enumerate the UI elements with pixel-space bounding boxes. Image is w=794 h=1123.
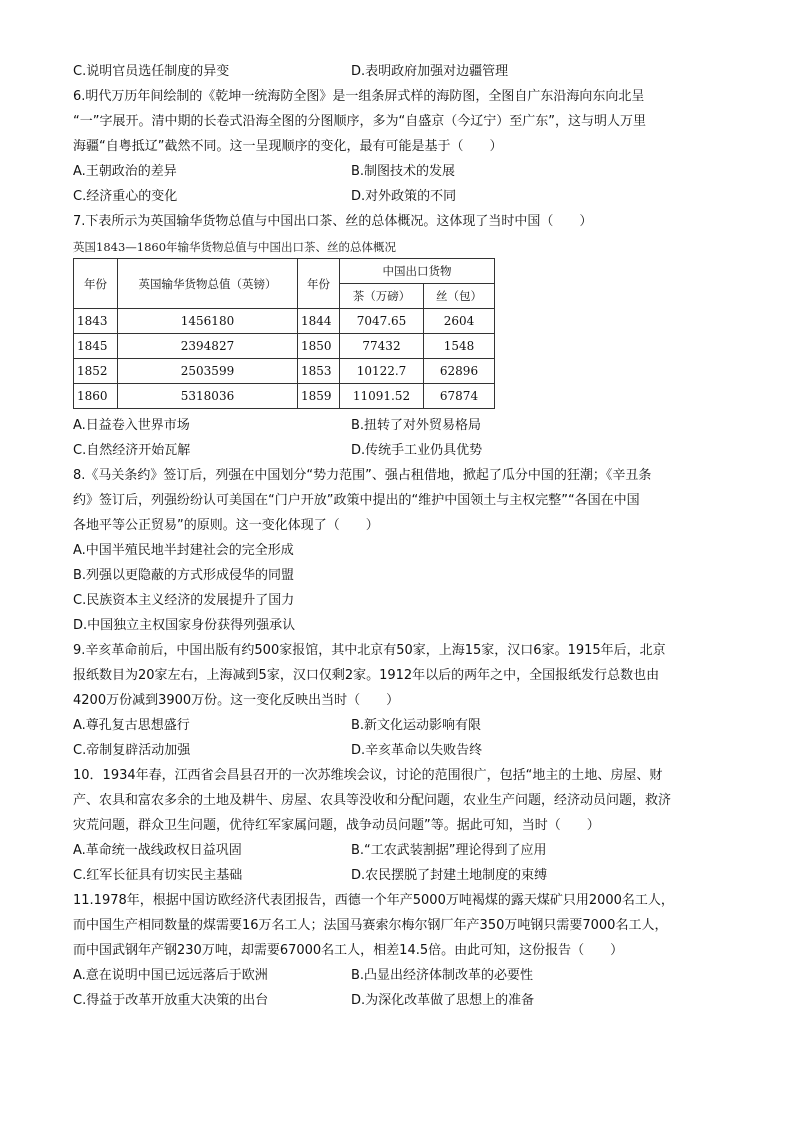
q5-options-row-2 <box>73 62 723 82</box>
table-row <box>74 309 495 334</box>
q6-option-c[interactable]: C.经济重心的变化 <box>73 189 178 204</box>
header-tea: 茶（万磅） <box>340 284 424 309</box>
cell-silk: 67874 <box>424 384 495 409</box>
q11-option-d[interactable]: D.为深化改革做了思想上的准备 <box>351 993 535 1008</box>
q8-stem-line-2: 约》签订后，列强纷纷认可美国在“门户开放”政策中提出的“维护中国领土与主权完整”“各国在中国 <box>73 493 640 508</box>
cell-value: 2394827 <box>118 334 298 359</box>
q11-option-b[interactable]: B.凸显出经济体制改革的必要性 <box>351 968 534 983</box>
q8-option-b[interactable]: B.列强以更隐蔽的方式形成侵华的同盟 <box>73 568 295 583</box>
q6-option-b[interactable]: B.制图技术的发展 <box>351 164 456 179</box>
q11-options-row-2 <box>73 991 723 1011</box>
q7-options-row-2 <box>73 441 723 461</box>
q5-option-d[interactable]: D.表明政府加强对边疆管理 <box>351 64 509 79</box>
cell-year: 1843 <box>74 309 118 334</box>
cell-year: 1860 <box>74 384 118 409</box>
q7-option-b[interactable]: B.扭转了对外贸易格局 <box>351 418 482 433</box>
cell-tea: 7047.65 <box>340 309 424 334</box>
q9-option-b[interactable]: B.新文化运动影响有限 <box>351 718 482 733</box>
q9-option-a[interactable]: A.尊孔复古思想盛行 <box>73 718 190 733</box>
q6-option-a[interactable]: A.王朝政治的差异 <box>73 164 177 179</box>
cell-silk: 1548 <box>424 334 495 359</box>
q10-option-a[interactable]: A.革命统一战线政权日益巩固 <box>73 843 242 858</box>
q9-stem-line-2: 报纸数目为20家左右，上海减到5家，汉口仅剩2家。1912年以后的两年之中，全国报纸发行总数也由 <box>73 668 660 683</box>
q7-stem: 7.下表所示为英国输华货物总值与中国出口茶、丝的总体概况。这体现了当时中国（ ） <box>73 214 593 229</box>
cell-value: 2503599 <box>118 359 298 384</box>
header-china-export: 中国出口货物 <box>340 259 495 284</box>
cell-silk: 2604 <box>424 309 495 334</box>
q6-options-row-2 <box>73 187 723 207</box>
q10-options-row-2 <box>73 866 723 886</box>
table-row <box>74 334 495 359</box>
q7-option-d[interactable]: D.传统手工业仍具优势 <box>351 443 483 458</box>
q10-option-d[interactable]: D.农民摆脱了封建土地制度的束缚 <box>351 868 548 883</box>
cell-year-2: 1859 <box>298 384 340 409</box>
cell-year-2: 1853 <box>298 359 340 384</box>
q6-option-d[interactable]: D.对外政策的不同 <box>351 189 457 204</box>
cell-year-2: 1844 <box>298 309 340 334</box>
q8-option-d[interactable]: D.中国独立主权国家身份获得列强承认 <box>73 618 296 633</box>
q10-option-b[interactable]: B.“工农武装割据”理论得到了应用 <box>351 843 547 858</box>
table-header-row-1 <box>74 259 495 284</box>
q7-option-a[interactable]: A.日益卷入世界市场 <box>73 418 190 433</box>
cell-value: 5318036 <box>118 384 298 409</box>
q9-options-row-2 <box>73 741 723 761</box>
cell-tea: 77432 <box>340 334 424 359</box>
cell-year: 1845 <box>74 334 118 359</box>
cell-year-2: 1850 <box>298 334 340 359</box>
q6-stem-line-2: “一”字展开。清中期的长卷式沿海全图的分图顺序，多为“自盛京（今辽宁）至广东”，这与明人万里 <box>73 114 646 129</box>
q9-stem-line-3: 4200万份减到3900万份。这一变化反映出当时（ ） <box>73 693 400 708</box>
q11-option-c[interactable]: C.得益于改革开放重大决策的出台 <box>73 993 269 1008</box>
q10-options-row-1 <box>73 841 723 861</box>
cell-tea: 10122.7 <box>340 359 424 384</box>
q11-option-a[interactable]: A.意在说明中国已远远落后于欧洲 <box>73 968 268 983</box>
q8-stem-line-1: 8.《马关条约》签订后，列强在中国划分“势力范围”、强占租借地，掀起了瓜分中国的狂潮；《辛丑条 <box>73 468 652 483</box>
cell-value: 1456180 <box>118 309 298 334</box>
cell-year: 1852 <box>74 359 118 384</box>
q9-option-c[interactable]: C.帝制复辟活动加强 <box>73 743 191 758</box>
q6-stem-line-3: 海疆“自粤抵辽”截然不同。这一呈现顺序的变化，最有可能是基于（ ） <box>73 139 503 154</box>
q5-option-c[interactable]: C.说明官员选任制度的异变 <box>73 64 230 79</box>
q11-stem-line-2: 而中国生产相同数量的煤需要16万名工人；法国马赛索尔梅尔钢厂年产350万吨钢只需要7000名工人， <box>73 918 668 933</box>
q7-table-caption: 英国1843—1860年输华货物总值与中国出口茶、丝的总体概况 <box>73 240 397 254</box>
header-silk: 丝（包） <box>424 284 495 309</box>
table-row <box>74 359 495 384</box>
q6-stem-line-1: 6.明代万历年间绘制的《乾坤一统海防全图》是一组条屏式样的海防图，全图自广东沿海向东向北呈 <box>73 89 645 104</box>
q10-stem-line-3: 灾荒问题，群众卫生问题，优待红军家属问题，战争动员问题”等。据此可知，当时（ ） <box>73 818 600 833</box>
q10-stem-line-1: 10．1934年春，江西省会昌县召开的一次苏维埃会议，讨论的范围很广，包括“地主的土地、房屋、财 <box>73 768 663 783</box>
table-row <box>74 384 495 409</box>
trade-table <box>73 258 495 409</box>
header-import-value: 英国输华货物总值（英镑） <box>118 259 298 309</box>
q8-stem-line-3: 各地平等公正贸易”的原则。这一变化体现了（ ） <box>73 518 379 533</box>
q8-option-c[interactable]: C.民族资本主义经济的发展提升了国力 <box>73 593 295 608</box>
q8-option-a[interactable]: A.中国半殖民地半封建社会的完全形成 <box>73 543 294 558</box>
cell-silk: 62896 <box>424 359 495 384</box>
header-year: 年份 <box>74 259 118 309</box>
q7-options-row-1 <box>73 416 723 436</box>
q7-option-c[interactable]: C.自然经济开始瓦解 <box>73 443 191 458</box>
q11-stem-line-1: 11.1978年，根据中国访欧经济代表团报告，西德一个年产5000万吨褐煤的露天煤矿只用2000名工人， <box>73 893 674 908</box>
q9-option-d[interactable]: D.辛亥革命以失败告终 <box>351 743 483 758</box>
cell-tea: 11091.52 <box>340 384 424 409</box>
q6-options-row-1 <box>73 162 723 182</box>
q10-stem-line-2: 产、农具和富农多余的土地及耕牛、房屋、农具等没收和分配问题，农业生产问题，经济动员问题，救济 <box>73 793 672 808</box>
q11-stem-line-3: 而中国武钢年产钢230万吨，却需要67000名工人，相差14.5倍。由此可知，这份报告（ ） <box>73 943 624 958</box>
q9-options-row-1 <box>73 716 723 736</box>
q10-option-c[interactable]: C.红军长征具有切实民主基础 <box>73 868 243 883</box>
q9-stem-line-1: 9.辛亥革命前后，中国出版有约500家报馆，其中北京有50家，上海15家，汉口6家。1915年后，北京 <box>73 643 666 658</box>
header-year-2: 年份 <box>298 259 340 309</box>
q11-options-row-1 <box>73 966 723 986</box>
